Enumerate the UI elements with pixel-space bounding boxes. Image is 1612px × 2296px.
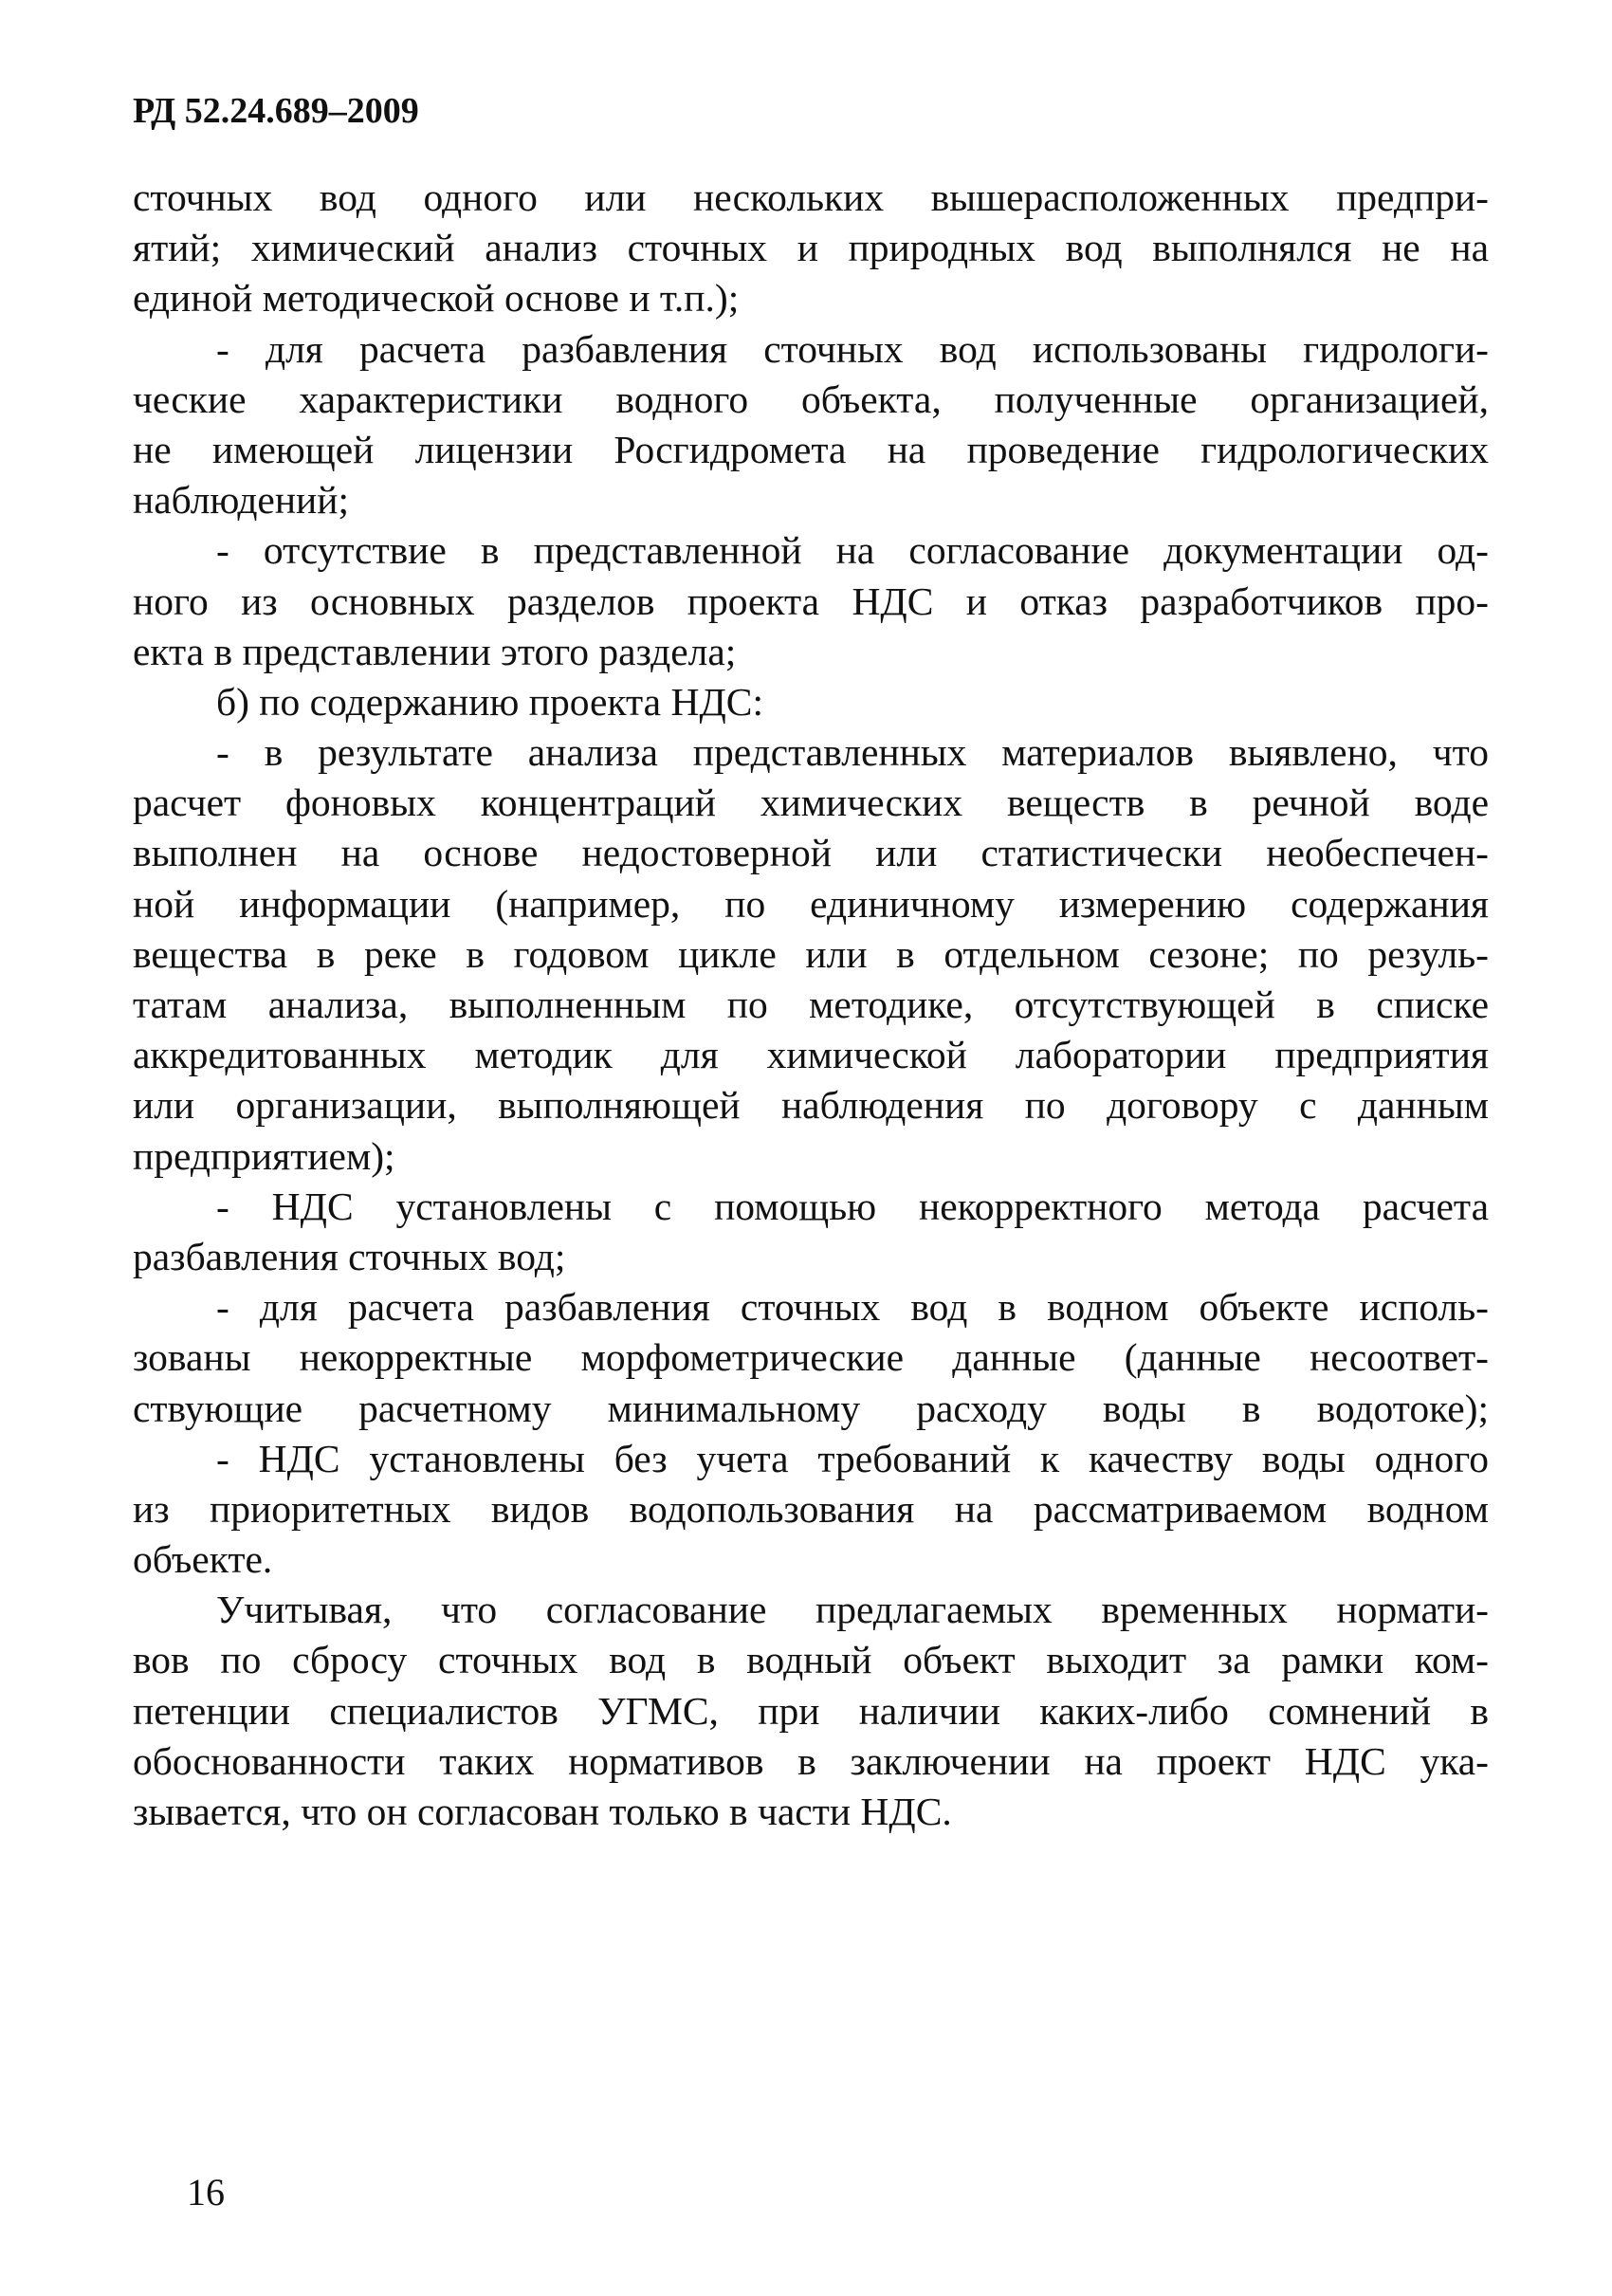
text-line: зованы некорректные морфометрические данные (данные несоответ- [133, 1335, 1489, 1380]
text-line: ной информации (например, по единичному измерению содержания [133, 881, 1489, 926]
document-code: РД 52.24.689–2009 [133, 91, 419, 131]
text-line: - для расчета разбавления сточных вод в водном объекте исполь- [216, 1285, 1489, 1330]
text-line: - НДС установлены без учета требований к качеству воды одного [216, 1436, 1489, 1480]
text-line: - отсутствие в представленной на согласование документации од- [216, 528, 1489, 573]
text-line: ного из основных разделов проекта НДС и отказ разработчиков про- [133, 579, 1489, 623]
text-line: Учитывая, что согласование предлагаемых временных нормати- [216, 1588, 1489, 1632]
text-line: - в результате анализа представленных материалов выявлено, что [216, 730, 1489, 775]
text-line: предприятием); [133, 1133, 395, 1178]
text-line: екта в представлении этого раздела; [133, 629, 737, 673]
text-line: зывается, что он согласован только в части НДС. [133, 1790, 952, 1833]
text-line: не имеющей лицензии Росгидромета на проведение гидрологических [133, 427, 1489, 471]
body-text [133, 173, 1489, 1837]
text-line: разбавления сточных вод; [133, 1234, 566, 1278]
text-line: или организации, выполняющей наблюдения по договору с данным [133, 1083, 1489, 1128]
text-line: аккредитованных методик для химической лаборатории предприятия [133, 1033, 1489, 1077]
text-line: татам анализа, выполненным по методике, отсутствующей в списке [133, 983, 1489, 1026]
text-line: ствующие расчетному минимальному расходу воды в водотоке); [133, 1386, 1489, 1430]
text-line: - для расчета разбавления сточных вод использованы гидрологи- [216, 326, 1489, 371]
text-line: расчет фоновых концентраций химических веществ в речной воде [133, 781, 1489, 825]
text-line: выполнен на основе недостоверной или статистически необеспечен- [133, 831, 1489, 875]
text-line: - НДС установлены с помощью некорректного метода расчета [216, 1184, 1489, 1228]
text-line: ятий; химический анализ сточных и природных вод выполнялся не на [133, 226, 1489, 270]
text-line: единой методической основе и т.п.); [133, 276, 740, 321]
text-line: вещества в реке в годовом цикле или в отдельном сезоне; по резуль- [133, 931, 1489, 976]
text-line: петенции специалистов УГМС, при наличии каких-либо сомнений в [133, 1688, 1489, 1733]
text-line: ческие характеристики водного объекта, полученные организацией, [133, 377, 1489, 421]
text-line: наблюдений; [133, 478, 350, 523]
text-line: обоснованности таких нормативов в заключении на проект НДС ука- [133, 1738, 1489, 1783]
text-line: сточных вод одного или нескольких вышерасположенных предпри- [133, 175, 1489, 219]
text-line: объекте. [133, 1537, 273, 1582]
text-line: б) по содержанию проекта НДС: [216, 679, 763, 724]
page-number: 16 [187, 2171, 225, 2213]
text-line: вов по сбросу сточных вод в водный объект выходит за рамки ком- [133, 1638, 1489, 1682]
text-line: из приоритетных видов водопользования на рассматриваемом водном [133, 1486, 1489, 1531]
